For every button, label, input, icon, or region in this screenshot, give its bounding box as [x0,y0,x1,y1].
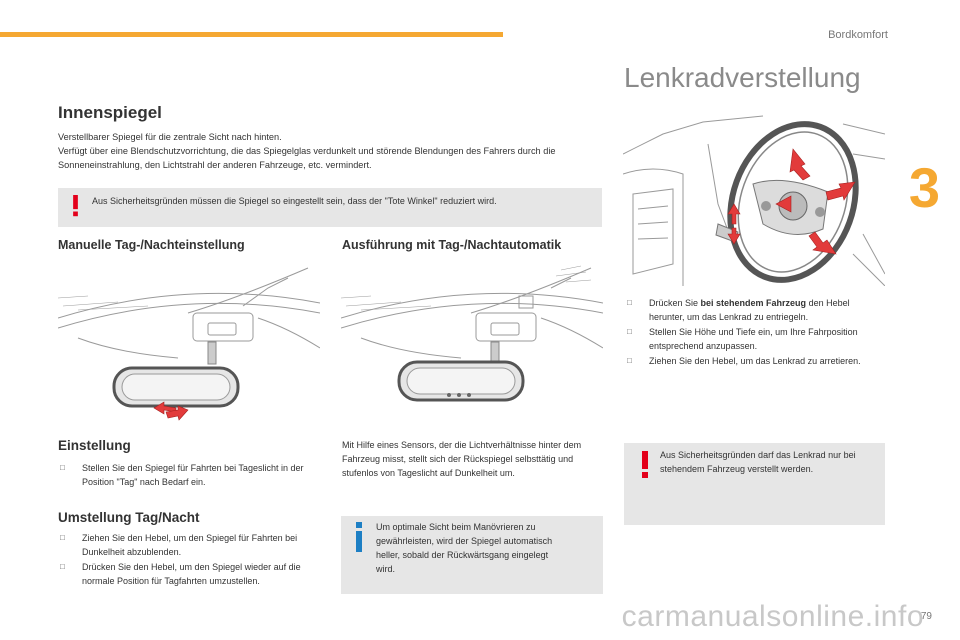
manual-heading: Manuelle Tag-/Nachteinstellung [58,238,245,252]
auto-mirror-illustration [341,258,603,430]
exclamation-icon [638,451,652,479]
umstellung-steps [58,531,303,589]
mirror-warning-box [58,188,602,227]
innenspiegel-heading: Innenspiegel [58,103,162,122]
steering-warning-text: Aus Sicherheitsgründen darf das Lenkrad nur bei stehendem Fahrzeug verstellt werden. [660,450,856,474]
mirror-warning-text: Aus Sicherheitsgründen müssen die Spiegel so eingestellt sein, dass der "Tote Winkel" reduziert wird. [92,196,497,206]
list-item: □ Drücken Sie den Hebel, um den Spiegel wieder auf die normale Position für Tagfahrten umzustellen. [60,562,301,586]
auto-info-text: Um optimale Sicht beim Manövrieren zu gewährleisten, wird der Spiegel automatisch heller, sobald der Rückwärtsgang eingelegt wird. [376,522,553,574]
list-item: □ Ziehen Sie den Hebel, um das Lenkrad zu arretieren. [627,356,861,366]
checkbox-bullet-icon: □ [627,298,632,307]
chapter-number: 3 [908,156,940,219]
header-accent-bar [0,32,503,37]
watermark: carmanualsonline.info [621,600,924,633]
auto-heading: Ausführung mit Tag-/Nachtautomatik [342,238,562,252]
page-title: Lenkradverstellung [624,62,861,93]
manual-mirror-illustration [58,258,320,430]
steering-warning-box [624,443,885,525]
auto-description: Mit Hilfe eines Sensors, der die Lichtverhältnisse hinter dem Fahrzeug misst, stellt sich der Rückspiegel selbsttätig und stufenlos von Tageslicht auf Dunkelheit um. [342,440,582,478]
info-icon [353,522,365,552]
einstellung-heading: Einstellung [58,438,131,453]
list-item: □ Stellen Sie Höhe und Tiefe ein, um Ihre Fahrposition entsprechend anzupassen. [627,327,858,351]
checkbox-bullet-icon: □ [627,327,632,336]
checkbox-bullet-icon: □ [60,562,65,571]
list-item: □ Stellen Sie den Spiegel für Fahrten bei Tageslicht in der Position "Tag" nach Bedarf ein. [60,463,304,487]
steering-wheel-illustration [623,114,885,286]
exclamation-icon [70,194,81,218]
list-item: □ Drücken Sie bei stehendem Fahrzeug den Hebel herunter, um das Lenkrad zu entriegeln. [627,298,850,322]
steering-steps [625,296,875,369]
section-name: Bordkomfort [828,29,888,41]
umstellung-heading: Umstellung Tag/Nacht [58,510,200,525]
auto-info-box [341,516,603,594]
checkbox-bullet-icon: □ [627,356,632,365]
checkbox-bullet-icon: □ [60,533,65,542]
checkbox-bullet-icon: □ [60,463,65,472]
innenspiegel-intro: Verstellbarer Spiegel für die zentrale Sicht nach hinten. Verfügt über eine Blendschutzvorrichtung, die das Spiegelglas verdunkelt und störende Blendungen des Fahrers durch die Sonneneinstrahlung, den Lichtstrahl der anderen Fahrzeuge, etc. vermindert. [58,132,556,170]
einstellung-steps [58,461,323,490]
list-item: □ Ziehen Sie den Hebel, um den Spiegel für Fahrten bei Dunkelheit abzublenden. [60,533,298,557]
page-number: 79 [920,611,932,622]
